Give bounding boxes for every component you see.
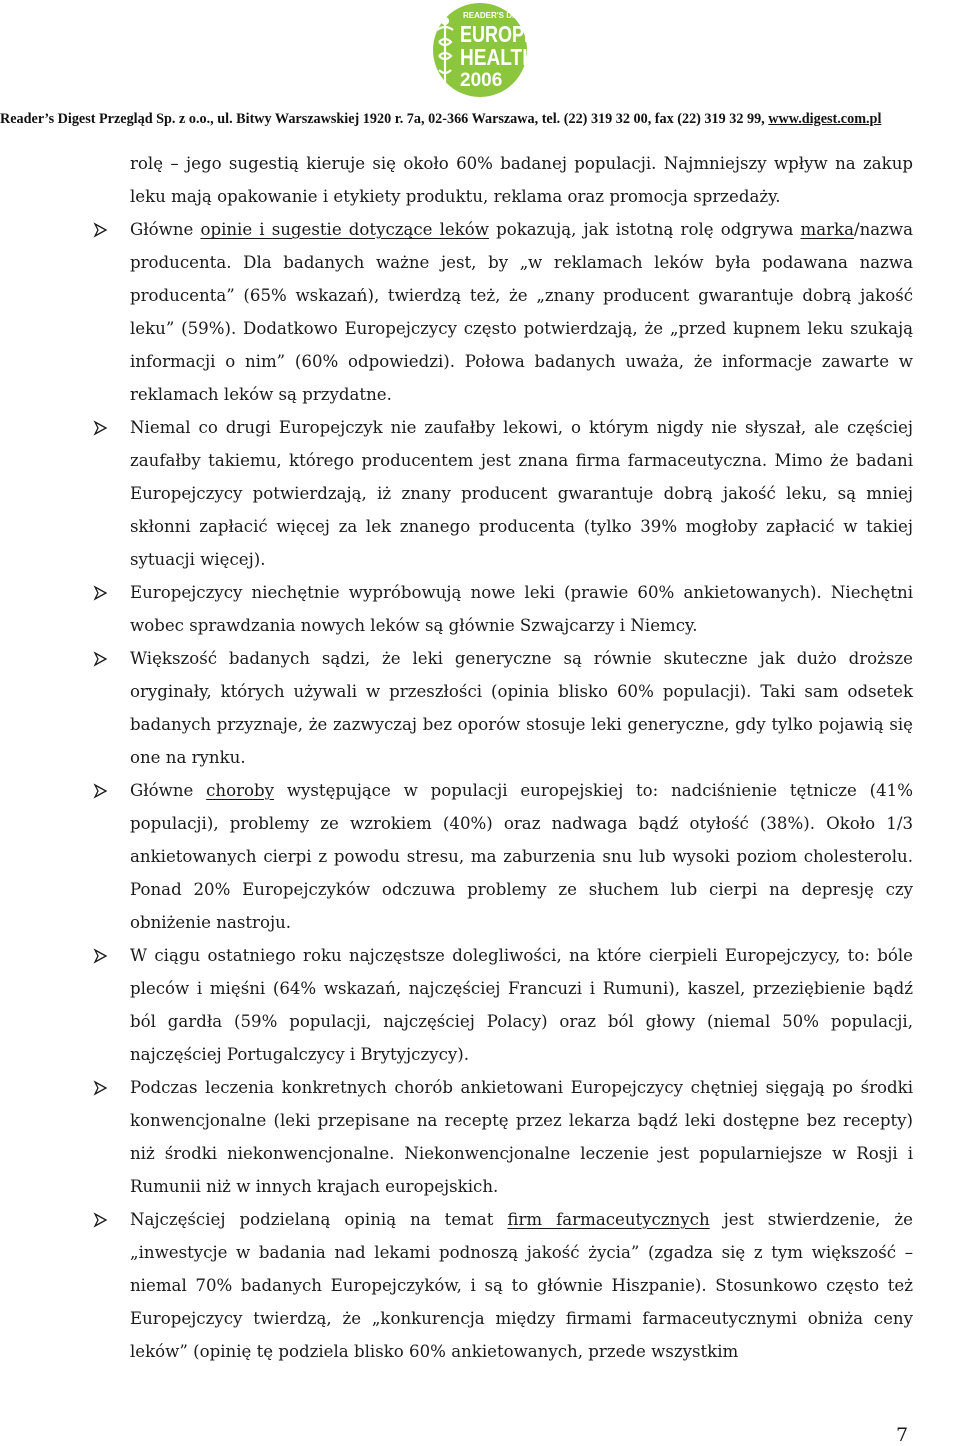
logo-line3: HEALTH <box>460 44 536 70</box>
text-segment: Niemal co drugi Europejczyk nie zaufałby lekowi, o którym nigdy nie słyszał, ale częściej zaufałby takiemu, którego producentem jest znana firma farmaceutyczna. Mimo że badani Europejczycy potwierdzają, iż znany producent gwarantuje dobrą jakość leku, są mniej skłonni zapłacić więcej za lek znanego producenta (tylko 39% mogłoby zapłacić w takiej sytuacji więcej). <box>130 418 913 569</box>
list-item-text <box>130 939 913 1071</box>
arrow-bullet-icon <box>92 213 112 246</box>
text-segment: Europejczycy niechętnie wypróbowują nowe leki (prawie 60% ankietowanych). Niechętni wobec sprawdzania nowych leków są głównie Szwajcarzy i Niemcy. <box>130 583 913 635</box>
text-segment: pokazują, jak istotną rolę odgrywa <box>488 220 801 239</box>
publisher-website-link[interactable]: www.digest.com.pl <box>768 111 882 127</box>
logo-graphic <box>415 2 545 98</box>
list-item-text <box>130 774 913 939</box>
list-item <box>130 576 913 642</box>
text-segment: Większość badanych sądzi, że leki generyczne są równie skuteczne jak dużo droższe oryginały, których używali w przeszłości (opinia blisko 60% populacji). Taki sam odsetek badanych przyznaje, że zazwyczaj bez oporów stosuje leki generyczne, gdy tylko pojawią się one na rynku. <box>130 649 913 767</box>
list-item-text <box>130 1203 913 1368</box>
document-body <box>130 147 913 1368</box>
list-item-text <box>130 411 913 576</box>
text-segment: Najczęściej podzielaną opinią na temat <box>130 1210 508 1229</box>
list-item <box>130 411 913 576</box>
arrow-bullet-icon <box>92 642 112 675</box>
arrow-bullet-icon <box>92 411 112 444</box>
list-item-text <box>130 1071 913 1203</box>
arrow-bullet-icon <box>92 774 112 807</box>
list-item-text <box>130 642 913 774</box>
underlined-term: firm farmaceutycznych <box>507 1210 710 1229</box>
logo-line1: READER'S DIGEST <box>463 11 537 20</box>
arrow-bullet-icon <box>92 1203 112 1236</box>
text-segment: Główne <box>130 781 207 800</box>
underlined-term: choroby <box>206 781 275 800</box>
europe-health-logo <box>415 2 545 98</box>
continuation-paragraph: rolę – jego sugestią kieruje się około 60% badanej populacji. Najmniejszy wpływ na zakup leku mają opakowanie i etykiety produktu, reklama oraz promocja sprzedaży. <box>130 154 913 206</box>
list-item-text <box>130 576 913 642</box>
list-item <box>130 642 913 774</box>
list-item <box>130 1203 913 1368</box>
arrow-bullet-icon <box>92 1071 112 1104</box>
logo-line2: EUROPE <box>460 21 536 47</box>
arrow-bullet-icon <box>92 576 112 609</box>
publisher-header <box>0 108 960 130</box>
text-segment: jest stwierdzenie, że „inwestycje w badania nad lekami podnoszą jakość życia” (zgadza się z tym większość – niemal 70% badanych Europejczyków, i są to głównie Hiszpanie). Stosunkowo często też Europejczycy twierdzą, że „konkurencja między firmami farmaceutycznymi obniża ceny leków” (opinię tę podziela blisko 60% ankietowanych, przede wszystkim <box>130 1210 913 1361</box>
list-item-text <box>130 213 913 411</box>
text-segment: /nazwa producenta. Dla badanych ważne jest, by „w reklamach leków była podawana nazwa producenta” (65% wskazań), twierdzą też, że „znany producent gwarantuje dobrą jakość leku” (59%). Dodatkowo Europejczycy często potwierdzają, że „przed kupnem leku szukają informacji o nim” (60% odpowiedzi). Połowa badanych uważa, że informacje zawarte w reklamach leków są przydatne. <box>130 220 913 404</box>
underlined-term: marka <box>800 220 854 239</box>
list-item <box>130 774 913 939</box>
list-item <box>130 939 913 1071</box>
list-item <box>130 213 913 411</box>
underlined-term: opinie i sugestie dotyczące leków <box>200 220 489 239</box>
text-segment: występujące w populacji europejskiej to: nadciśnienie tętnicze (41% populacji), problemy ze wzrokiem (40%) oraz nadwaga bądź otyłość (38%). Około 1/3 ankietowanych cierpi z powodu stresu, ma zaburzenia snu lub wysoki poziom cholesterolu. Ponad 20% Europejczyków odczuwa problemy ze słuchem lub cierpi na depresję czy obniżenie nastroju. <box>130 781 913 932</box>
publisher-address: Reader’s Digest Przegląd Sp. z o.o., ul. Bitwy Warszawskiej 1920 r. 7a, 02-366 Warszawa, tel. (22) 319 32 00, fax (22) 319 32 99, <box>0 111 769 127</box>
page-number: 7 <box>896 1424 909 1446</box>
bullet-list <box>130 213 913 1368</box>
list-item <box>130 1071 913 1203</box>
arrow-bullet-icon <box>92 939 112 972</box>
text-segment: Podczas leczenia konkretnych chorób ankietowani Europejczycy chętniej sięgają po środki konwencjonalne (leki przepisane na receptę przez lekarza bądź leki dostępne bez recepty) niż środki niekonwencjonalne. Niekonwencjonalne leczenie jest popularniejsze w Rosji i Rumunii niż w innych krajach europejskich. <box>130 1078 913 1196</box>
text-segment: Główne <box>130 220 201 239</box>
logo-line4: 2006 <box>460 70 503 91</box>
text-segment: W ciągu ostatniego roku najczęstsze dolegliwości, na które cierpieli Europejczycy, to: bóle pleców i mięśni (64% wskazań, najczęściej Francuzi i Rumuni), kaszel, przeziębienie bądź ból gardła (59% populacji, najczęściej Polacy) oraz ból głowy (niemal 50% populacji, najczęściej Portugalczycy i Brytyjczycy). <box>130 946 913 1064</box>
